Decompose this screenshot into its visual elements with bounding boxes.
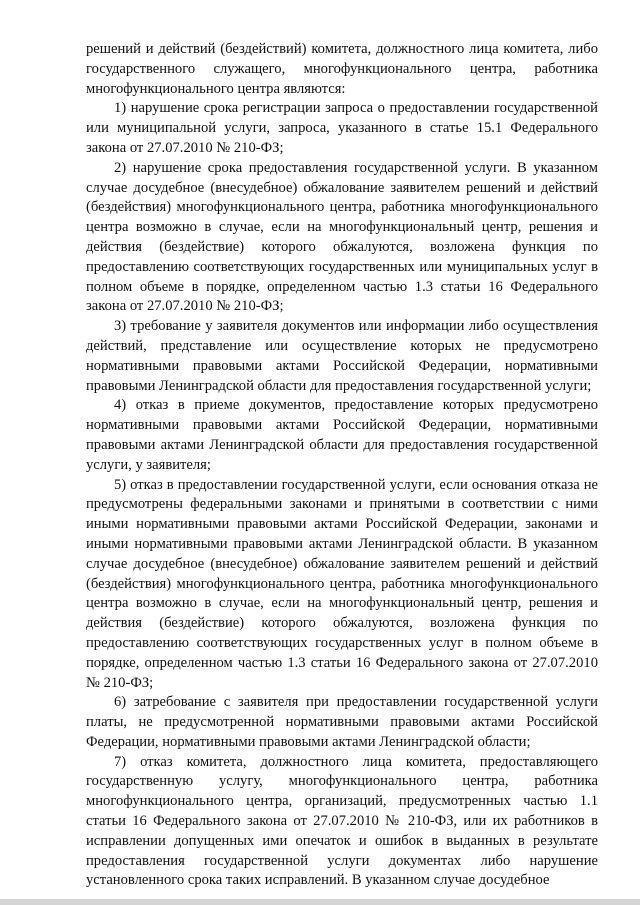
paragraph-item-3: 3) требование у заявителя документов или информации либо осуществления действий, представление или осуществление которых не предусмотрено нормативными правовыми актами Российской Федерации, нормативными правовыми Ленинградской области для предоставления государственной услуги; (86, 318, 598, 394)
paragraph-item-2: 2) нарушение срока предоставления государственной услуги. В указанном случае досудебное (внесудебное) обжалование заявителем решений и действий (бездействия) многофункционального центра, работника многофункционального центра возможно в случае, если на многофункциональный центр, решения и действия (бездействие) которого обжалуются, возложена функция по предоставлению соответствующих государственных или муниципальных услуг в полном объеме в порядке, определенном частью 1.3 статьи 16 Федерального закона от 27.07.2010 № 210-ФЗ; (86, 159, 598, 315)
document-body (86, 40, 598, 891)
paragraph-item-1: 1) нарушение срока регистрации запроса о предоставлении государственной или муниципальной услуги, запроса, указанного в статье 15.1 Федерального закона от 27.07.2010 № 210-ФЗ; (86, 100, 598, 156)
paragraph-item-4: 4) отказ в приеме документов, предоставление которых предусмотрено нормативными правовыми актами Российской Федерации, нормативными правовыми актами Ленинградской области для предоставления государственной услуги, у заявителя; (86, 397, 598, 473)
paragraph-item-5: 5) отказ в предоставлении государственной услуги, если основания отказа не предусмотрены федеральными законами и принятыми в соответствии с ними иными нормативными правовыми актами Российской Федерации, законами и иными нормативными правовыми актами Ленинградской области. В указанном случае досудебное (внесудебное) обжалование заявителем решений и действий (бездействия) многофункционального центра, работника многофункционального центра возможно в случае, если на многофункциональный центр, решения и действия (бездействие) которого обжалуются, возложена функция по предоставлению соответствующих государственных услуг в полном объеме в порядке, определенном частью 1.3 статьи 16 Федерального закона от 27.07.2010 № 210-ФЗ; (86, 476, 598, 691)
paragraph-item-6: 6) затребование с заявителя при предоставлении государственной услуги платы, не предусмотренной нормативными правовыми актами Российской Федерации, нормативными правовыми актами Ленинградской области; (86, 694, 598, 750)
paragraph-item-7: 7) отказ комитета, должностного лица комитета, предоставляющего государственную услугу, многофункционального центра, работника многофункционального центра, организаций, предусмотренных частью 1.1 статьи 16 Федерального закона от 27.07.2010 № 210-ФЗ, или их работников в исправлении допущенных ими опечаток и ошибок в выданных в результате предоставления государственной услуги документах либо нарушение установленного срока таких исправлений. В указанном случае досудебное (86, 753, 598, 889)
scan-bottom-edge (0, 899, 640, 905)
paragraph-intro: решений и действий (бездействий) комитета, должностного лица комитета, либо государственного служащего, многофункционального центра, работника многофункционального центра являются: (86, 41, 598, 97)
